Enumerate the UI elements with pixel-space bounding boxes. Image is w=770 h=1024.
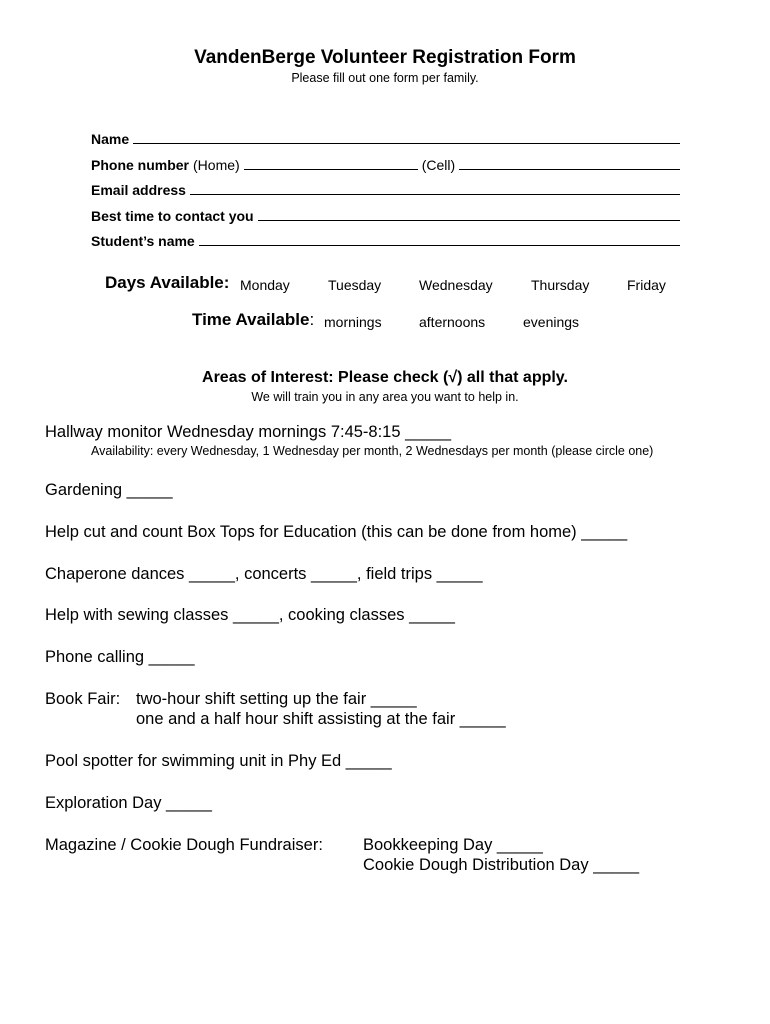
email-label: Email address (91, 182, 186, 198)
name-input-line[interactable] (133, 143, 680, 144)
best-time-input-line[interactable] (258, 220, 680, 221)
email-input-line[interactable] (190, 194, 680, 195)
exploration-day-item[interactable]: Exploration Day _____ (45, 794, 212, 812)
time-option-afternoons[interactable]: afternoons (419, 314, 486, 330)
student-name-input-line[interactable] (199, 245, 680, 246)
student-name-label: Student’s name (91, 233, 195, 249)
gardening-item[interactable]: Gardening _____ (45, 481, 173, 499)
book-fair-label: Book Fair: (45, 690, 121, 708)
email-field-row (91, 178, 680, 198)
form-title: VandenBerge Volunteer Registration Form (194, 47, 576, 68)
phone-home-input-line[interactable] (244, 169, 418, 170)
areas-of-interest-subtitle: We will train you in any area you want to help in. (251, 390, 519, 404)
best-time-field-row (91, 204, 680, 224)
day-option-tuesday[interactable]: Tuesday (328, 277, 382, 293)
chaperone-item[interactable]: Chaperone dances _____, concerts _____, field trips _____ (45, 565, 483, 583)
book-fair-assist-item[interactable]: one and a half hour shift assisting at the fair _____ (136, 710, 506, 728)
time-option-evenings[interactable]: evenings (523, 314, 580, 330)
phone-home-label: (Home) (193, 157, 240, 173)
fundraiser-label: Magazine / Cookie Dough Fundraiser: (45, 836, 323, 854)
phone-cell-label: (Cell) (421, 157, 456, 173)
days-available-label: Days Available: (105, 273, 230, 292)
phone-cell-input-line[interactable] (459, 169, 680, 170)
day-option-monday[interactable]: Monday (240, 277, 290, 293)
phone-field-row (91, 153, 680, 173)
hallway-availability-note: Availability: every Wednesday, 1 Wednesday per month, 2 Wednesdays per month (please circle one) (91, 444, 654, 458)
phone-calling-item[interactable]: Phone calling _____ (45, 648, 195, 666)
best-time-label: Best time to contact you (91, 208, 254, 224)
pool-spotter-item[interactable]: Pool spotter for swimming unit in Phy Ed _____ (45, 752, 392, 770)
bookkeeping-day-item[interactable]: Bookkeeping Day _____ (363, 836, 543, 854)
name-field-row (91, 127, 680, 147)
phone-label: Phone number (91, 157, 190, 173)
day-option-friday[interactable]: Friday (627, 277, 666, 293)
time-available-colon: : (309, 310, 315, 329)
box-tops-item[interactable]: Help cut and count Box Tops for Education (this can be done from home) _____ (45, 523, 628, 541)
areas-of-interest-title: Areas of Interest: Please check (√) all that apply. (202, 369, 568, 386)
time-option-mornings[interactable]: mornings (324, 314, 382, 330)
form-subtitle: Please fill out one form per family. (291, 71, 479, 85)
day-option-thursday[interactable]: Thursday (531, 277, 590, 293)
book-fair-setup-item[interactable]: two-hour shift setting up the fair _____ (136, 690, 417, 708)
cookie-distribution-day-item[interactable]: Cookie Dough Distribution Day _____ (363, 856, 640, 874)
hallway-monitor-item[interactable]: Hallway monitor Wednesday mornings 7:45-8:15 _____ (45, 423, 452, 441)
time-available-text: Time Available (192, 310, 310, 329)
student-name-field-row (91, 229, 680, 249)
day-option-wednesday[interactable]: Wednesday (419, 277, 493, 293)
sewing-cooking-item[interactable]: Help with sewing classes _____, cooking classes _____ (45, 606, 455, 624)
time-available-label (192, 310, 314, 330)
name-label: Name (91, 131, 130, 147)
